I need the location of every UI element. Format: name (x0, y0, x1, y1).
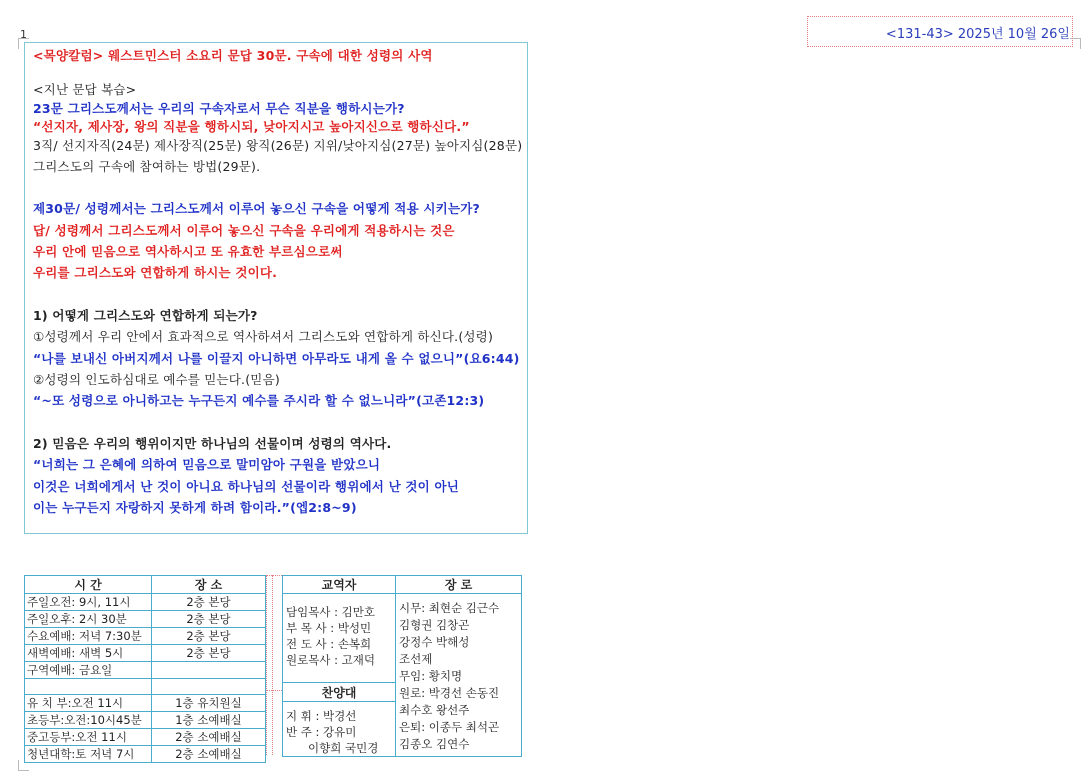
elders-header: 장 로 (396, 576, 522, 594)
schedule-place: 1층 소예배실 (152, 712, 266, 729)
elder-line: 김종오 김연수 (399, 737, 470, 751)
answer-30-line-3: 우리를 그리스도와 연합하게 하시는 것이다. (33, 265, 278, 280)
answer-30-line-1: 답/ 성령께서 그리스도께서 이루어 놓으신 구속을 우리에게 적용하시는 것은 (33, 223, 455, 238)
question-30: 제30문/ 성령께서는 그리스도께서 이루어 놓으신 구속을 어떻게 적용 시키는가? (33, 201, 480, 216)
elder-line: 시무: 최현순 김근수 (399, 601, 500, 615)
column-divider (272, 575, 273, 755)
schedule-row (25, 594, 266, 611)
elder-line: 무임: 황치명 (399, 669, 463, 683)
point-2-verse-3: 이는 누구든지 자랑하지 못하게 하려 함이라.”(엡2:8~9) (33, 500, 357, 515)
elder-line: 원로: 박경선 손동진 (399, 686, 500, 700)
answer-30-line-2: 우리 안에 믿음으로 역사하시고 또 유효한 부르심으로써 (33, 244, 343, 259)
issue-date-box[interactable] (807, 16, 1073, 47)
schedule-row (25, 712, 266, 729)
column-title: <목양칼럼> 웨스트민스터 소요리 문답 30문. 구속에 대한 성령의 사역 (33, 48, 433, 63)
schedule-row (25, 729, 266, 746)
schedule-time: 주일오전: 9시, 11시 (25, 594, 152, 611)
point-1-a-verse: “나를 보내신 아버지께서 나를 이끌지 아니하면 아무라도 내게 올 수 없으니”(요6:44) (33, 351, 520, 366)
schedule-row (25, 679, 266, 695)
schedule-row (25, 695, 266, 712)
schedule-time: 초등부:오전:10시45분 (25, 712, 152, 729)
schedule-place: 2층 본당 (152, 628, 266, 645)
point-1-a: ①성령께서 우리 안에서 효과적으로 역사하셔서 그리스도와 연합하게 하신다.(성령) (33, 329, 494, 344)
point-2-heading: 2) 믿음은 우리의 행위이지만 하나님의 선물이며 성령의 역사다. (33, 436, 392, 451)
review-heading: <지난 문답 복습> (33, 82, 137, 97)
summary-line-1: 3직/ 선지자직(24문) 제사장직(25문) 왕직(26문) 지위/낮아지심(27문) 높아지심(28문) (33, 138, 523, 153)
schedule-place: 2층 본당 (152, 645, 266, 662)
schedule-row (25, 662, 266, 679)
minister-line: 담임목사 : 김만호 (286, 605, 375, 619)
answer-23: “선지자, 제사장, 왕의 직분을 행하시되, 낮아지시고 높아지신으로 행하신다.” (33, 119, 470, 134)
schedule-header-time: 시 간 (25, 576, 152, 594)
schedule-place: 2층 본당 (152, 594, 266, 611)
worship-schedule-table (24, 575, 266, 763)
schedule-time: 청년대학:토 저녁 7시 (25, 746, 152, 763)
schedule-time: 구역예배: 금요일 (25, 662, 152, 679)
minister-line: 전 도 사 : 손복희 (286, 637, 372, 651)
elder-line: 최수호 왕선주 (399, 703, 470, 717)
divider-mark (266, 575, 282, 576)
elder-line: 김형권 김창곤 (399, 618, 470, 632)
elder-line: 은퇴: 이종두 최석곤 (399, 720, 500, 734)
elder-line: 조선제 (399, 652, 433, 666)
issue-date: <131-43> 2025년 10월 26일 (885, 27, 1070, 42)
schedule-place: 2층 본당 (152, 611, 266, 628)
choir-line: 반 주 : 강유미 (286, 725, 357, 739)
schedule-place: 2층 소예배실 (152, 729, 266, 746)
schedule-place (152, 679, 266, 695)
schedule-row (25, 628, 266, 645)
schedule-row (25, 645, 266, 662)
schedule-time: 새벽예배: 새벽 5시 (25, 645, 152, 662)
elders-cell (396, 594, 522, 757)
schedule-time: 주일오후: 2시 30분 (25, 611, 152, 628)
point-1-b-verse: “~또 성령으로 아니하고는 누구든지 예수를 주시라 할 수 없느니라”(고존12:3) (33, 393, 485, 408)
point-2-verse-1: “너희는 그 은혜에 의하여 믿음으로 말미암아 구원을 받았으니 (33, 457, 381, 472)
question-23: 23문 그리스도께서는 우리의 구속자로서 무슨 직분을 행하시는가? (33, 101, 405, 116)
schedule-header-place: 장 소 (152, 576, 266, 594)
schedule-place: 2층 소예배실 (152, 746, 266, 763)
choir-cell (283, 702, 396, 757)
column-divider (266, 575, 267, 755)
point-2-verse-2: 이것은 너희에게서 난 것이 아니요 하나님의 선물이라 행위에서 난 것이 아닌 (33, 479, 460, 494)
staff-table (282, 575, 522, 757)
schedule-row (25, 746, 266, 763)
ministers-cell (283, 594, 396, 683)
choir-header: 찬양대 (283, 683, 396, 702)
minister-line: 부 목 사 : 박성민 (286, 621, 372, 635)
choir-line: 지 휘 : 박경선 (286, 709, 357, 723)
schedule-time: 수요예배: 저녁 7:30분 (25, 628, 152, 645)
summary-line-2: 그리스도의 구속에 참여하는 방법(29문). (33, 159, 261, 174)
schedule-place: 1층 유치원실 (152, 695, 266, 712)
schedule-time (25, 679, 152, 695)
divider-mark (266, 690, 282, 691)
schedule-time: 중고등부:오전 11시 (25, 729, 152, 746)
point-1-heading: 1) 어떻게 그리스도와 연합하게 되는가? (33, 308, 258, 323)
ministers-header: 교역자 (283, 576, 396, 594)
elder-line: 강정수 박해성 (399, 635, 470, 649)
schedule-place (152, 662, 266, 679)
point-1-b: ②성령의 인도하심대로 예수를 믿는다.(믿음) (33, 372, 280, 387)
choir-line: 이향희 국민경 (308, 741, 379, 755)
schedule-row (25, 611, 266, 628)
schedule-time: 유 치 부:오전 11시 (25, 695, 152, 712)
minister-line: 원로목사 : 고재덕 (286, 653, 375, 667)
page-number: 1 (20, 28, 27, 41)
pastoral-column-box[interactable] (24, 42, 528, 534)
